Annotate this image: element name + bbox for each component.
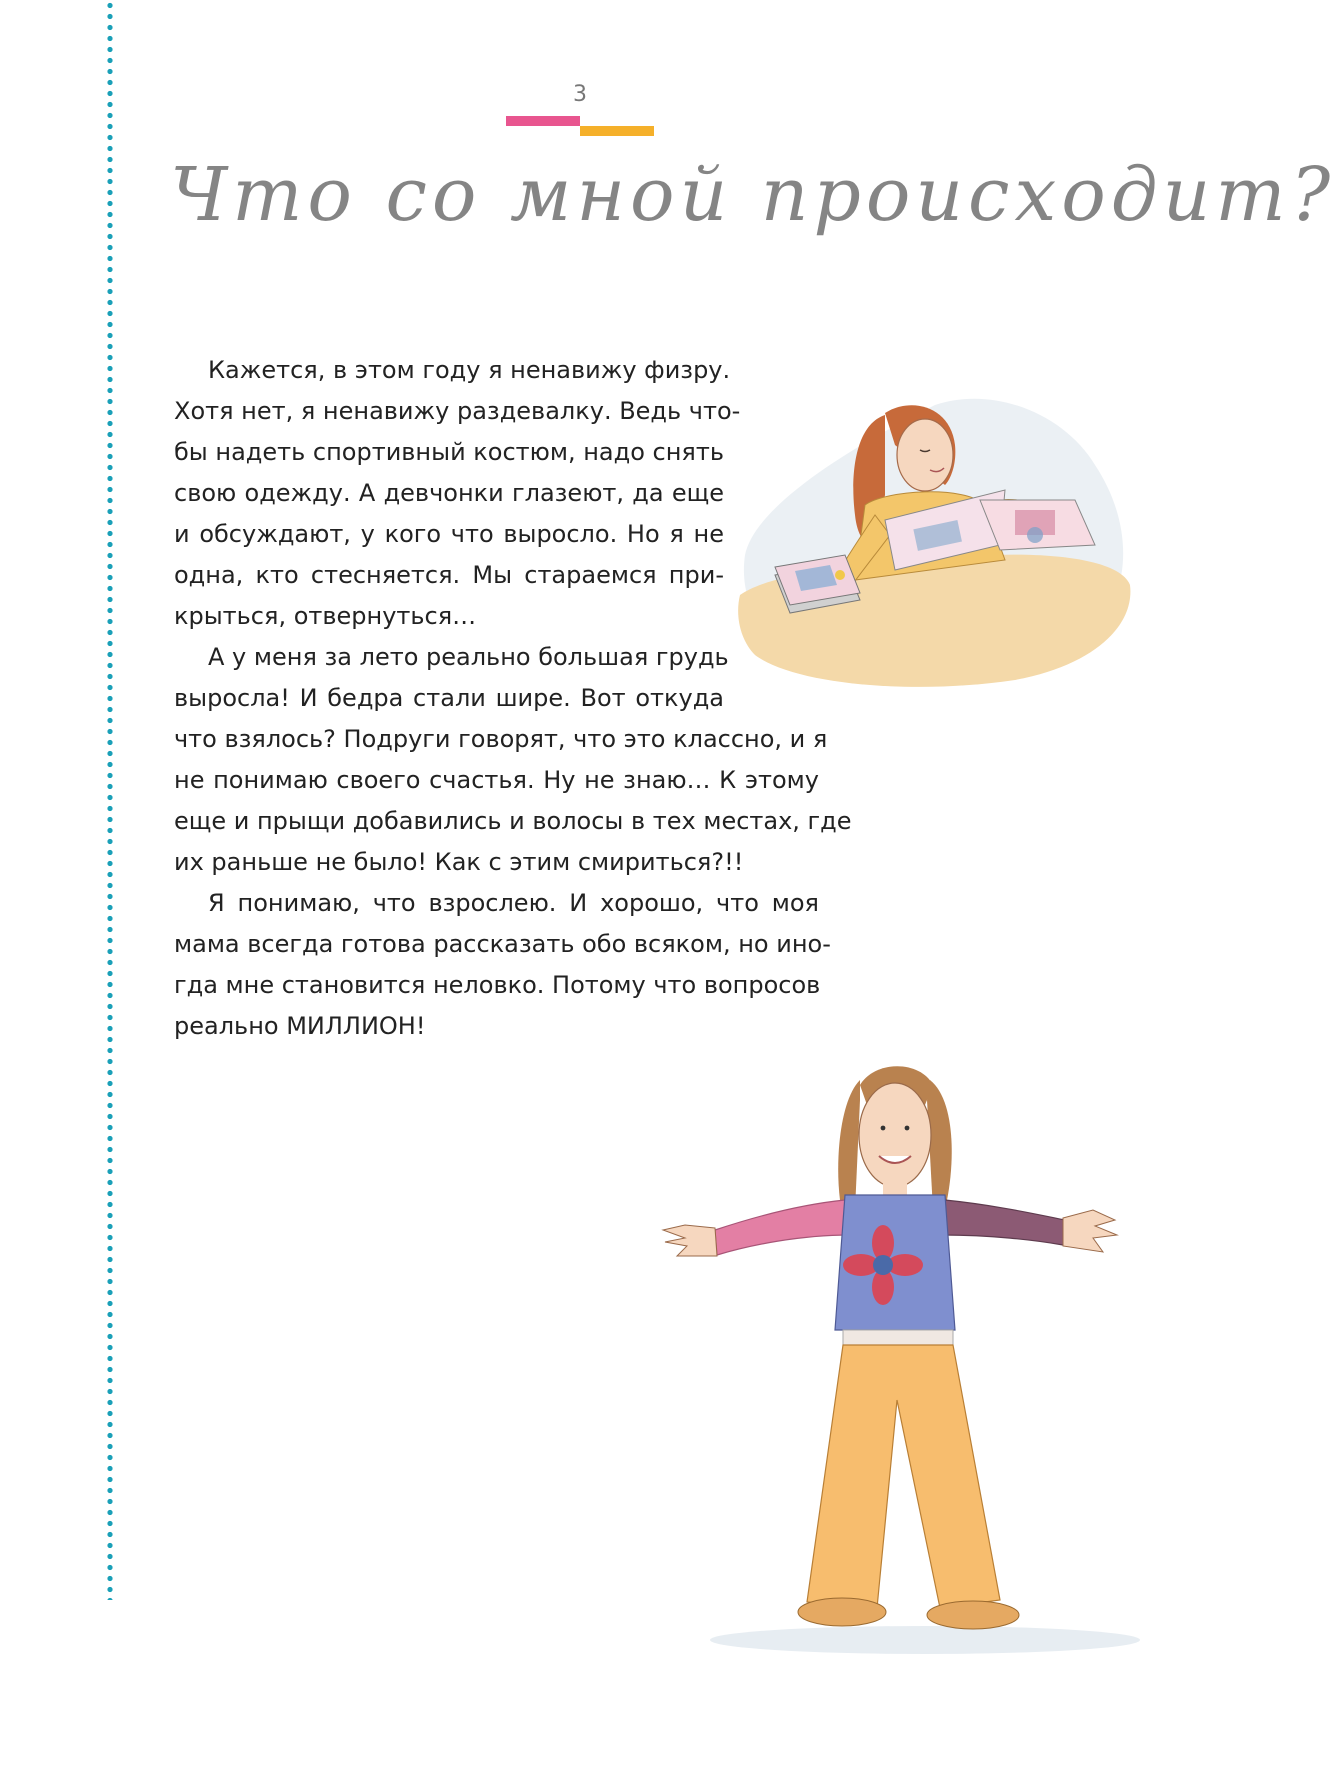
paragraph-line: выросла! И бедра стали шире. Вот откуда xyxy=(174,684,724,712)
dotted-margin-rule xyxy=(107,0,113,1600)
page-number: 3 xyxy=(573,82,587,107)
paragraph-line: реально МИЛЛИОН! xyxy=(174,1012,426,1040)
girl-arms-outstretched-illustration xyxy=(655,1060,1130,1660)
orange-accent-bar xyxy=(580,126,654,136)
paragraph-line: бы надеть спортивный костюм, надо снять xyxy=(174,438,724,466)
paragraph-line: гда мне становится неловко. Потому что вопросов xyxy=(174,971,821,999)
paragraph-line: мама всегда готова рассказать обо всяком, но ино- xyxy=(174,930,831,958)
pink-accent-bar xyxy=(506,116,580,126)
paragraph-line: Хотя нет, я ненавижу раздевалку. Ведь что- xyxy=(174,397,741,425)
paragraph-line: что взялось? Подруги говорят, что это классно, и я xyxy=(174,725,828,753)
paragraph-line: Кажется, в этом году я ненавижу физру. xyxy=(208,356,731,384)
body-text xyxy=(174,350,852,1047)
girl-reading-magazines-illustration xyxy=(735,385,1135,695)
paragraph-line: не понимаю своего счастья. Ну не знаю… К этому xyxy=(174,766,819,794)
paragraph-line: А у меня за лето реально большая грудь xyxy=(208,643,729,671)
paragraph-line: и обсуждают, у кого что выросло. Но я не xyxy=(174,520,724,548)
paragraph-line: свою одежду. А девчонки глазеют, да еще xyxy=(174,479,724,507)
paragraph-line: одна, кто стесняется. Мы стараемся при- xyxy=(174,561,724,589)
paragraph-line: еще и прыщи добавились и волосы в тех местах, где xyxy=(174,807,852,835)
paragraph-line: их раньше не было! Как с этим смириться?!! xyxy=(174,848,744,876)
chapter-title: Что со мной происходит? xyxy=(170,152,1335,238)
paragraph-line: крыться, отвернуться… xyxy=(174,602,477,630)
paragraph-line: Я понимаю, что взрослею. И хорошо, что моя xyxy=(208,889,819,917)
